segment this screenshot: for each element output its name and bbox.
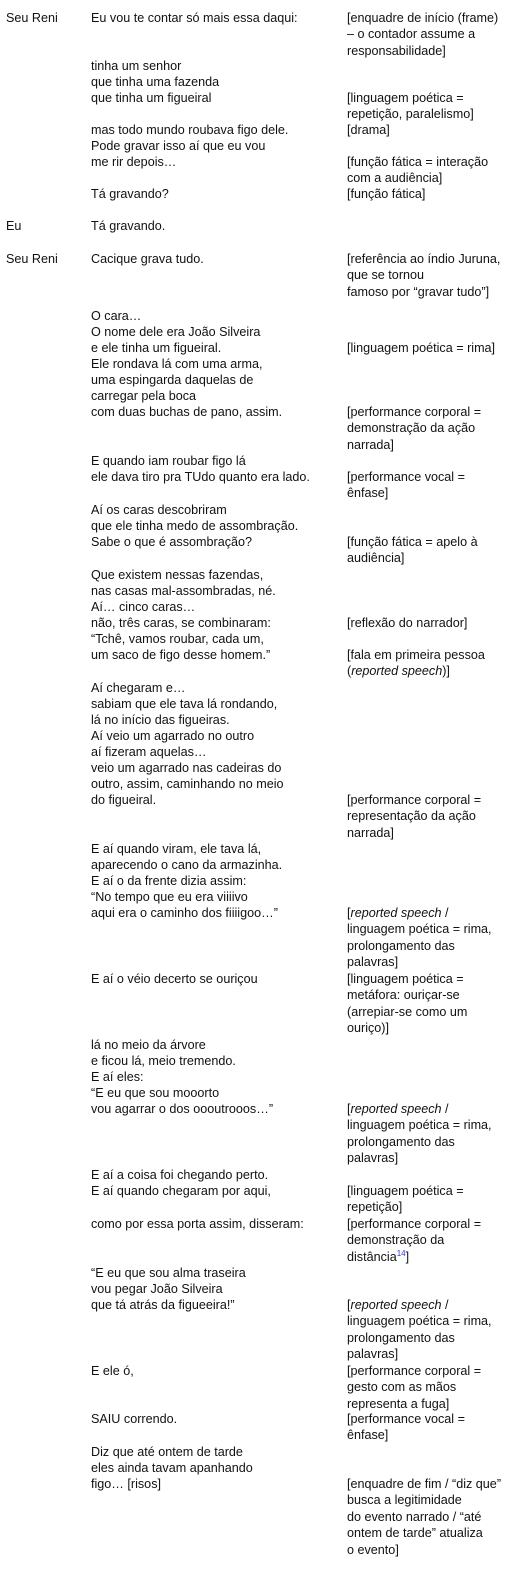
annotation-text: [performance corporal = [347,1364,482,1378]
annotation-note [347,90,525,123]
annotation-text: [performance vocal = [347,1412,465,1426]
annotation-text: ( [347,664,352,679]
utterance-line: Eu vou te contar só mais essa daqui: [91,11,298,25]
utterance-line: Aí veio um agarrado no outro [91,729,255,743]
annotation-note [347,10,525,59]
annotation-text: palavras] [347,1347,399,1362]
annotation-text: [performance corporal = [347,405,482,419]
annotation-text: ênfase] [347,1428,389,1443]
annotation-line [347,340,525,356]
utterance-line: não, três caras, se combinaram: [91,616,271,630]
annotation-text: [ [347,906,351,920]
annotation-text: [performance corporal = [347,1217,482,1231]
utterance-line: Ele rondava lá com uma arma, [91,357,263,371]
annotation-line [347,154,525,170]
annotation-text: responsabilidade] [347,43,446,58]
annotation-text: que se tornou [347,268,425,283]
utterance-line: eles ainda tavam apanhando [91,1461,253,1475]
annotation-text: [linguagem poética = rima] [347,341,496,355]
annotation-text: famoso por “gravar tudo”] [347,284,490,299]
annotation-text: busca a legitimidade [347,1493,462,1508]
annotation-note [347,905,525,971]
annotation-text: [reflexão do narrador] [347,616,468,630]
utterance-line: outro, assim, caminhando no meio [91,777,284,791]
annotation-line [347,550,525,566]
annotation-text: linguagem poética = rima, [347,922,492,937]
utterance-line: que tinha uma fazenda [91,75,220,89]
utterance-line: que ele tinha medo de assombração. [91,519,299,533]
annotation-note [347,1297,525,1363]
annotation-text: narrada] [347,825,394,840]
annotation-line [347,1396,525,1412]
utterance-line: vou agarrar o dos oooutrooos…” [91,1102,274,1116]
annotation-line [347,1117,525,1133]
annotation-line [347,1150,525,1166]
utterance-line: me rir depois… [91,155,177,169]
annotation-note [347,404,525,453]
utterance-line: um saco de figo desse homem.” [91,648,271,662]
annotation-text: [linguagem poética = [347,1184,464,1198]
annotation-line [347,1492,525,1508]
annotation-text: com a audiência] [347,171,443,186]
speaker-name: Eu [6,219,22,233]
utterance-line: que tá atrás da figueeira!” [91,1298,235,1312]
annotation-note [347,186,525,202]
annotation-note [347,1476,525,1558]
annotation-text: distância [347,1249,397,1264]
utterance-line: E aí o da frente dizia assim: [91,874,247,888]
italic-term: reported speech [350,1298,442,1312]
annotation-text: / [441,1102,449,1116]
utterance-line: como por essa porta assim, disseram: [91,1217,304,1231]
utterance-line: Pode gravar isso aí que eu vou [91,139,266,153]
utterance-line: nas casas mal-assombradas, né. [91,584,276,598]
annotation-line [347,1216,525,1232]
annotation-text: metáfora: ouriçar-se [347,988,460,1003]
annotation-note [347,1101,525,1167]
utterance-line: lá no meio da árvore [91,1038,206,1052]
annotation-line [347,534,525,550]
annotation-note [347,1411,525,1444]
annotation-line [347,1411,525,1427]
annotation-note [347,122,525,138]
annotation-line [347,420,525,436]
utterance-line: O nome dele era João Silveira [91,325,261,339]
utterance-line: figo… [risos] [91,1477,161,1491]
utterance-line: Aí chegaram e… [91,681,186,695]
speaker-name: Seu Reni [6,252,58,266]
annotation-text: repetição, paralelismo] [347,107,474,122]
annotation-text: [ [347,1298,351,1312]
utterance-line: do figueiral. [91,793,157,807]
utterance-line: Diz que até ontem de tarde [91,1445,243,1459]
utterance-line: aparecendo o cano da armazinha. [91,858,283,872]
utterance-line: vou pegar João Silveira [91,1282,223,1296]
utterance-line: E ele ó, [91,1364,134,1378]
italic-term: reported speech [350,906,442,920]
annotation-text: o evento] [347,1542,399,1557]
annotation-line [347,954,525,970]
annotation-text: / [441,906,449,920]
utterance-line: “No tempo que eu era viiiivo [91,890,248,904]
utterance-line: mas todo mundo roubava figo dele. [91,123,289,137]
annotation-note [347,1216,525,1265]
annotation-text: prolongamento das [347,938,455,953]
annotation-text: [performance vocal = [347,470,465,484]
utterance-line: que tinha um figueiral [91,91,212,105]
utterance-line: Que existem nessas fazendas, [91,568,264,582]
utterance-line: E aí a coisa foi chegando perto. [91,1168,269,1182]
annotation-text: demonstração da [347,1233,445,1248]
annotation-text: representa a fuga] [347,1396,450,1411]
italic-term: reported speech [351,664,443,679]
annotation-line [347,485,525,501]
annotation-text: do evento narrado / “até [347,1509,482,1524]
annotation-text: linguagem poética = rima, [347,1118,492,1133]
footnote-ref: 14 [396,1248,406,1258]
annotation-line [347,1183,525,1199]
annotation-line [347,43,525,59]
annotation-text: [função fática] [347,187,426,201]
utterance-line: Tá gravando? [91,187,169,201]
utterance-line: carregar pela boca [91,389,197,403]
annotation-text: ênfase] [347,486,389,501]
annotation-line [347,808,525,824]
annotation-line [347,1101,525,1117]
annotation-line [347,122,525,138]
utterance-line: Tá gravando. [91,219,166,233]
annotation-line [347,647,525,663]
annotation-text: prolongamento das [347,1134,455,1149]
annotation-line [347,1313,525,1329]
annotation-text: palavras] [347,955,399,970]
annotation-line [347,1363,525,1379]
annotation-line [347,1297,525,1313]
annotation-line [347,1232,525,1248]
utterance-line: e ele tinha um figueiral. [91,341,222,355]
annotation-text: [referência ao índio Juruna, [347,252,501,266]
utterance-line: E aí eles: [91,1070,144,1084]
annotation-text: [drama] [347,123,390,137]
annotation-note [347,792,525,841]
utterance-line: “E eu que sou alma traseira [91,1266,246,1280]
utterance-line: O cara… [91,309,142,323]
utterance-line: SAIU correndo. [91,1412,178,1426]
annotation-line [347,921,525,937]
annotation-text: repetição] [347,1200,403,1215]
annotation-line [347,1020,525,1036]
annotation-text: [enquadre de fim / “diz que” [347,1477,502,1491]
annotation-text: prolongamento das [347,1330,455,1345]
annotation-line [347,1525,525,1541]
annotation-line [347,1509,525,1525]
annotation-text: [performance corporal = [347,793,482,807]
annotation-line [347,437,525,453]
annotation-text: ] [405,1249,410,1264]
annotation-line [347,26,525,42]
annotation-text: demonstração da ação [347,421,476,436]
utterance-line: “E eu que sou mooorto [91,1086,220,1100]
annotation-note [347,340,525,356]
annotation-line [347,938,525,954]
annotation-line [347,1330,525,1346]
annotation-line [347,267,525,283]
italic-term: reported speech [350,1102,442,1116]
utterance-line: E aí quando chegaram por aqui, [91,1184,271,1198]
annotation-text: / [441,1298,449,1312]
annotation-line [347,663,525,679]
annotation-note [347,971,525,1037]
annotation-line [347,971,525,987]
utterance-line: Aí os caras descobriram [91,503,227,517]
annotation-text: representação da ação [347,809,476,824]
annotation-text: [enquadre de início (frame) [347,11,499,25]
annotation-line [347,1379,525,1395]
annotation-text: )] [442,664,450,679]
annotation-text: [função fática = interação [347,155,489,169]
annotation-text: – o contador assume a [347,27,476,42]
annotation-line [347,1004,525,1020]
annotation-line [347,1476,525,1492]
annotation-line [347,792,525,808]
utterance-line: “Tchê, vamos roubar, cada um, [91,632,264,646]
annotation-text: [função fática = apelo à [347,535,478,549]
annotation-line [347,1542,525,1558]
utterance-line: tinha um senhor [91,59,182,73]
annotation-line [347,10,525,26]
annotation-note [347,469,525,502]
utterance-line: com duas buchas de pano, assim. [91,405,283,419]
annotation-text: audiência] [347,551,405,566]
annotation-text: ouriço)] [347,1021,389,1036]
annotation-text: [linguagem poética = [347,972,464,986]
utterance-line: lá no início das figueiras. [91,713,230,727]
annotation-line [347,1346,525,1362]
annotation-line [347,615,525,631]
annotation-line [347,825,525,841]
annotation-line [347,987,525,1003]
utterance-line: aqui era o caminho dos fiiiigoo…” [91,906,278,920]
annotation-text: [fala em primeira pessoa [347,648,485,662]
annotation-text: [ [347,1102,351,1116]
annotation-note [347,154,525,187]
annotation-line [347,90,525,106]
annotation-line [347,1199,525,1215]
utterance-line: aí fizeram aquelas… [91,745,207,759]
annotation-line [347,186,525,202]
utterance-line: E aí o véio decerto se ouriçou [91,972,258,986]
annotation-note [347,1183,525,1216]
utterance-line: E aí quando viram, ele tava lá, [91,842,262,856]
annotation-text: ontem de tarde” atualiza [347,1526,483,1541]
annotation-line [347,1134,525,1150]
annotation-line [347,251,525,267]
annotation-line [347,170,525,186]
annotation-line [347,905,525,921]
speaker-name: Seu Reni [6,11,58,25]
annotation-text: linguagem poética = rima, [347,1314,492,1329]
annotation-line [347,106,525,122]
annotation-text: (arrepiar-se como um [347,1004,468,1019]
utterance-line: veio um agarrado nas cadeiras do [91,761,282,775]
annotation-note [347,647,525,680]
utterance-line: sabiam que ele tava lá rondando, [91,697,278,711]
utterance-line: ele dava tiro pra TUdo quanto era lado. [91,470,310,484]
utterance-line: Sabe o que é assombração? [91,535,253,549]
utterance-line: uma espingarda daquelas de [91,373,254,387]
annotation-line [347,1249,525,1265]
annotation-line [347,1427,525,1443]
utterance-line: Aí… cinco caras… [91,600,196,614]
annotation-text: palavras] [347,1151,399,1166]
annotation-line [347,469,525,485]
annotation-text: [linguagem poética = [347,91,464,105]
annotation-line [347,404,525,420]
utterance-line: E quando iam roubar figo lá [91,454,246,468]
annotation-note [347,615,525,631]
utterance-line: e ficou lá, meio tremendo. [91,1054,236,1068]
utterance-line: Cacique grava tudo. [91,252,204,266]
annotation-note [347,251,525,300]
annotation-text: gesto com as mãos [347,1380,457,1395]
annotation-line [347,284,525,300]
annotation-text: narrada] [347,437,394,452]
annotation-note [347,534,525,567]
annotation-note [347,1363,525,1412]
